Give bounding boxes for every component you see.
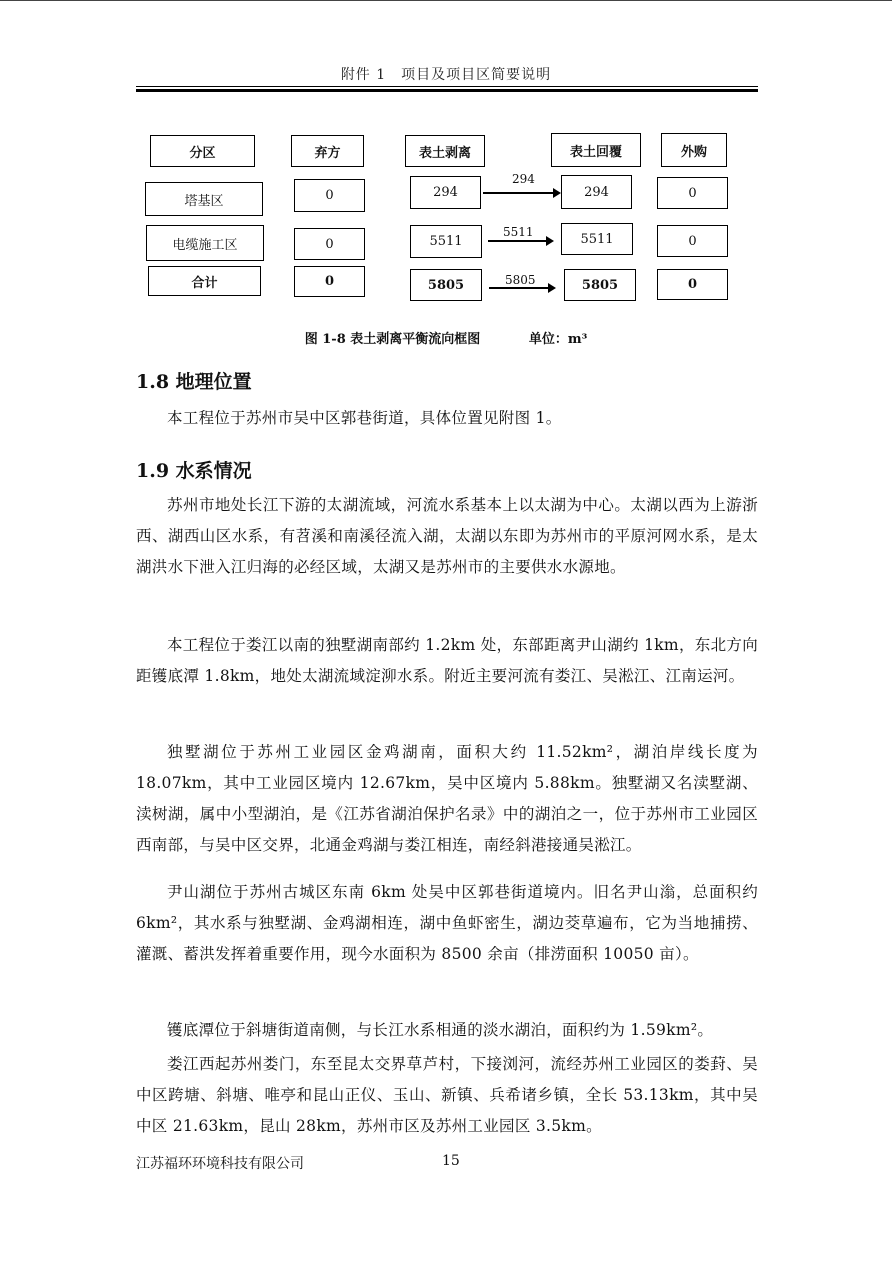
waste-box-cable: 0 [294,228,365,260]
figure-caption-title: 图 1-8 表土剥离平衡流向框图 [304,332,481,347]
zone-box-cable: 电缆施工区 [146,225,264,261]
strip-box-cable: 5511 [410,225,482,258]
paragraph-water-6: 娄江西起苏州娄门，东至昆太交界草芦村，下接浏河，流经苏州工业园区的娄葑、吴中区跨塘、斜塘、唯亭和昆山正仪、玉山、新镇、兵希诸乡镇，全长 53.13km，其中吴中区 21.63km，昆山 28km，苏州市区及苏州工业园区 3.5km。 [136,1055,758,1135]
flow-arrow-cable [488,240,552,242]
flow-label-cable: 5511 [503,225,534,239]
zone-box-tower: 塔基区 [145,182,263,216]
header-box-restore: 表土回覆 [551,133,641,167]
purchase-box-cable: 0 [657,225,728,257]
header-box-strip: 表土剥离 [405,135,485,167]
restore-box-cable: 5511 [561,223,633,255]
page-header: 附件 1 项目及项目区简要说明 [340,67,552,83]
strip-box-total: 5805 [410,269,482,301]
flow-arrow-tower [483,192,559,194]
restore-box-total: 5805 [564,269,636,301]
header-box-purchase: 外购 [661,133,727,167]
purchase-box-tower: 0 [657,177,728,209]
paragraph-water-1: 苏州市地处长江下游的太湖流域，河流水系基本上以太湖为中心。太湖以西为上游浙西、湖西山区水系，有苕溪和南溪径流入湖，太湖以东即为苏州市的平原河网水系，是太湖洪水下泄入江归海的必经区域，太湖又是苏州市的主要供水水源地。 [136,496,758,576]
figure-caption [0,328,892,347]
header-box-zone: 分区 [150,135,255,167]
section-heading-water: 1.9 水系情况 [136,460,252,482]
header-rule-thick [136,89,758,92]
waste-box-tower: 0 [294,179,365,212]
footer-page-number: 15 [442,1153,460,1169]
flow-arrow-total [489,287,554,289]
restore-box-tower: 294 [561,175,632,209]
footer-company: 江苏福环环境科技有限公司 [136,1156,304,1172]
paragraph-water-4: 尹山湖位于苏州古城区东南 6km 处吴中区郭巷街道境内。旧名尹山滃，总面积约 6km²，其水系与独墅湖、金鸡湖相连，湖中鱼虾密生，湖边茭草遍布，它为当地捕捞、灌溉、蓄洪发挥着重要作用，现今水面积为 8500 余亩（排涝面积 10050 亩）。 [136,883,758,963]
flow-label-tower: 294 [512,172,535,186]
paragraph-water-3: 独墅湖位于苏州工业园区金鸡湖南，面积大约 11.52km²，湖泊岸线长度为 18.07km，其中工业园区境内 12.67km，吴中区境内 5.88km。独墅湖又名渎墅湖、渎树湖，属中小型湖泊，是《江苏省湖泊保护名录》中的湖泊之一，位于苏州市工业园区西南部，与吴中区交界，北通金鸡湖与娄江相连，南经斜港接通吴淞江。 [136,743,758,854]
header-rule [136,86,758,87]
header-box-waste: 弃方 [291,135,364,167]
figure-caption-unit: 单位：m³ [528,332,588,347]
zone-box-total: 合计 [148,266,261,296]
flow-label-total: 5805 [505,273,536,287]
purchase-box-total: 0 [657,269,728,300]
strip-box-tower: 294 [410,176,481,209]
page-top-border [0,0,892,1]
section-heading-location: 1.8 地理位置 [136,371,252,393]
paragraph-location: 本工程位于苏州市吴中区郭巷街道，具体位置见附图 1。 [167,409,562,427]
waste-box-total: 0 [294,266,365,297]
paragraph-water-2: 本工程位于娄江以南的独墅湖南部约 1.2km 处，东部距离尹山湖约 1km，东北方向距镬底潭 1.8km，地处太湖流域淀泖水系。附近主要河流有娄江、吴淞江、江南运河。 [136,636,758,685]
paragraph-water-5: 镬底潭位于斜塘街道南侧，与长江水系相通的淡水湖泊，面积约为 1.59km²。 [167,1021,714,1039]
